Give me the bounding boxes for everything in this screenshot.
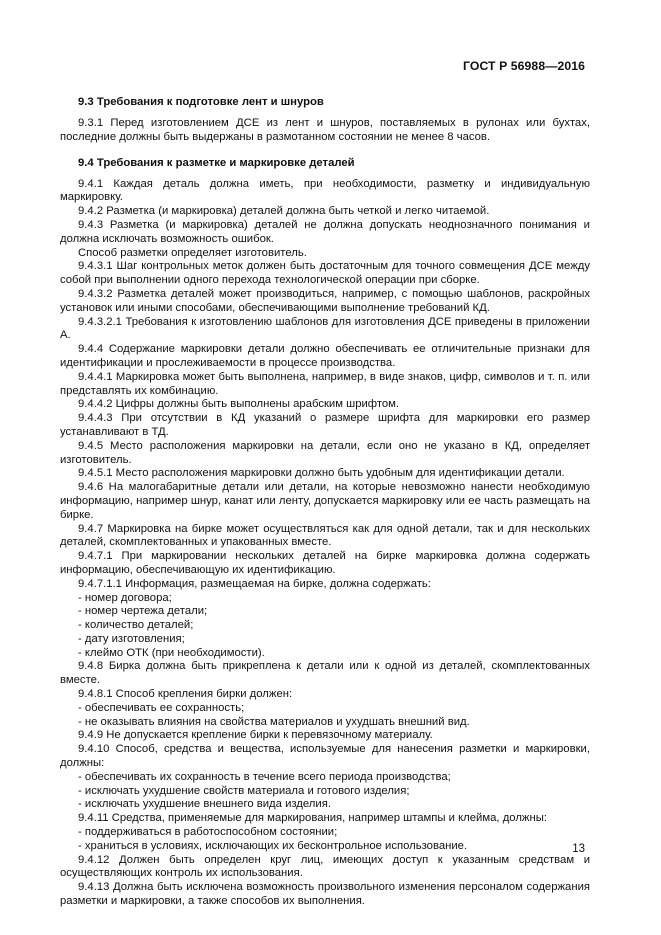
paragraph: 9.4.6 На малогабаритные детали или детали, на которые невозможно нанести необходимую информацию, например шнур, канат или ленту, допускается маркировку или ее часть размещать на бирке. [60,481,590,521]
list-item: - исключать ухудшение внешнего вида изделия. [78,798,331,811]
list-item: - количество деталей; [78,619,194,632]
paragraph: 9.4.2 Разметка (и маркировка) деталей должна быть четкой и легко читаемой. [78,205,490,218]
paragraph: 9.4.11 Средства, применяемые для маркирования, например штампы и клейма, должны: [78,812,547,825]
paragraph: 9.4.4.2 Цифры должны быть выполнены арабским шрифтом. [78,398,400,411]
paragraph: 9.4.1 Каждая деталь должна иметь, при необходимости, разметку и индивидуальную маркировку. [60,177,590,204]
paragraph: 9.4.7.1.1 Информация, размещаемая на бирке, должна содержать: [78,577,431,590]
list-item: - дату изготовления; [78,632,185,645]
list-item: - не оказывать влияния на свойства материалов и ухудшать внешний вид. [78,715,470,728]
paragraph: 9.4.10 Способ, средства и вещества, используемые для нанесения разметки и маркировки, должны: [60,743,590,770]
paragraph: 9.4.8 Бирка должна быть прикреплена к детали или к одной из деталей, скомплектованных вместе. [60,660,590,687]
list-item: - исключать ухудшение свойств материала и готового изделия; [78,784,410,797]
paragraph: 9.4.8.1 Способ крепления бирки должен: [78,688,293,701]
section-heading: 9.4 Требования к разметке и маркировке деталей [78,156,355,169]
list-item: - номер чертежа детали; [78,605,208,618]
paragraph: 9.4.7.1 При маркировании нескольких деталей на бирке маркировка должна содержать информацию, обеспечивающую их идентификацию. [60,550,590,576]
paragraph: 9.4.13 Должна быть исключена возможность произвольного изменения персоналом содержания разметки и маркировки, а также способов их выполнения. [60,881,590,908]
standard-designation: ГОСТ Р 56988—2016 [463,59,585,73]
paragraph: 9.4.7 Маркировка на бирке может осуществляться как для одной детали, так и для нескольких деталей, скомплектованных и упакованных вместе. [60,522,590,549]
paragraph: 9.4.9 Не допускается крепление бирки к перевязочному материалу. [78,729,433,742]
paragraph: Способ разметки определяет изготовитель. [78,246,307,259]
paragraph: 9.4.4.1 Маркировка может быть выполнена, например, в виде знаков, цифр, символов и т. п. или представлять их комбинацию. [60,370,590,397]
list-item: - номер договора; [78,591,172,604]
list-item: - клеймо ОТК (при необходимости). [78,646,265,659]
page-number: 13 [572,843,585,855]
list-item: - обеспечивать ее сохранность; [78,701,245,714]
section-heading: 9.3 Требования к подготовке лент и шнуров [78,96,324,108]
paragraph: 9.4.5.1 Место расположения маркировки должно быть удобным для идентификации детали. [78,467,565,480]
paragraph: 9.4.12 Должен быть определен круг лиц, имеющих доступ к указанным средствам и осуществляющих контроль их использования. [60,853,590,880]
paragraph: 9.4.4.3 При отсутствии в КД указаний о размере шрифта для маркировки его размер устанавливают в ТД. [60,412,590,438]
list-item: - обеспечивать их сохранность в течение всего периода производства; [78,770,451,783]
paragraph: 9.4.3 Разметка (и маркировка) деталей не должна допускать неоднозначного понимания и должна исключать возможность ошибок. [60,218,590,245]
list-item: - поддерживаться в работоспособном состоянии; [78,826,338,839]
paragraph: 9.4.3.1 Шаг контрольных меток должен быть достаточным для точного совмещения ДСЕ между собой при выполнении одного перехода технологической операции при сборке. [60,260,590,287]
document-body [60,95,590,909]
paragraph: 9.4.3.2.1 Требования к изготовлению шаблонов для изготовления ДСЕ приведены в приложении А. [60,315,590,342]
paragraph: 9.4.4 Содержание маркировки детали должно обеспечивать ее отличительные признаки для идентификации и прослеживаемости в процессе производства. [60,343,590,369]
paragraph: 9.4.5 Место расположения маркировки на детали, если оно не указано в КД, определяет изготовитель. [60,439,590,466]
paragraph: 9.3.1 Перед изготовлением ДСЕ из лент и шнуров, поставляемых в рулонах или бухтах, последние должны быть выдержаны в размотанном состоянии не менее 8 часов. [60,117,590,143]
paragraph: 9.4.3.2 Разметка деталей может производиться, например, с помощью шаблонов, раскройных установок или иными способами, обеспечивающими выполнение требований КД. [60,287,590,314]
list-item: - храниться в условиях, исключающих их бесконтрольное использование. [78,839,468,852]
